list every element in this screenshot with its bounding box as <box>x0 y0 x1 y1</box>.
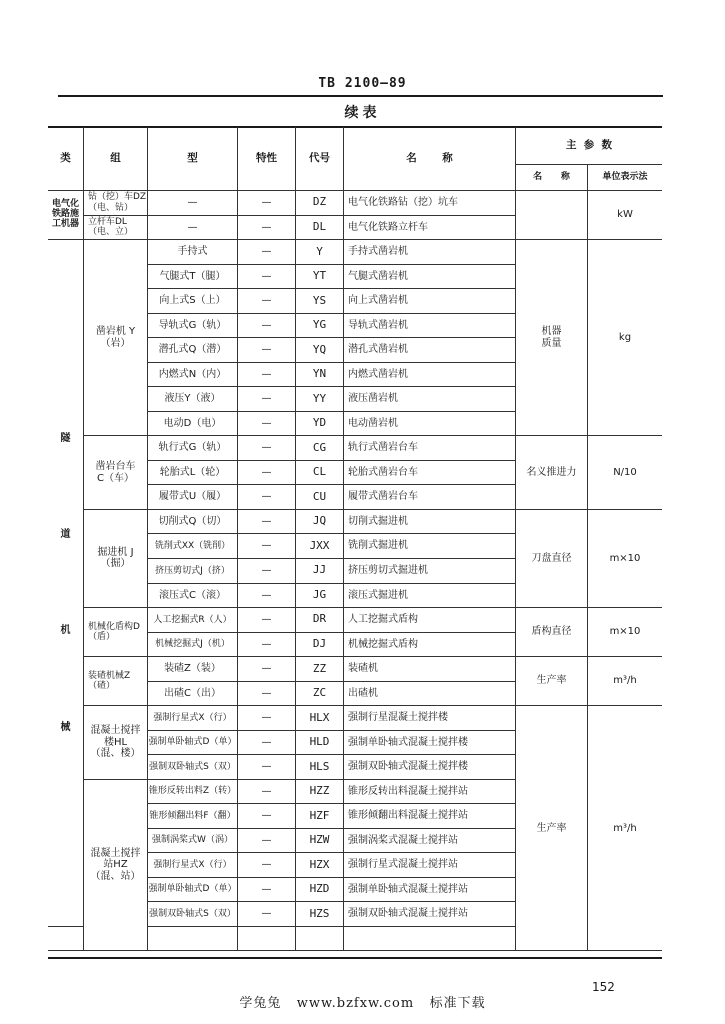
category-tunnel-char: 道 <box>60 529 71 541</box>
row-type: 铣削式XX（铣削） <box>148 534 238 559</box>
row-type: 电动D（电） <box>148 412 238 437</box>
classification-table <box>48 127 662 956</box>
row-code: DZ <box>296 191 344 216</box>
row-feature: — <box>238 314 296 339</box>
row-type: 滚压式C（滚） <box>148 584 238 609</box>
row-code: JXX <box>296 534 344 559</box>
row-code: DL <box>296 216 344 241</box>
col-header-param-name: 名 称 <box>516 165 588 191</box>
row-type: 强制行星式X（行） <box>148 853 238 878</box>
col-header-name: 名 称 <box>344 127 516 191</box>
row-feature: — <box>238 265 296 290</box>
row-code: YD <box>296 412 344 437</box>
row-feature: — <box>238 731 296 756</box>
row-type: — <box>148 191 238 216</box>
category-tunnel-char: 械 <box>60 721 71 733</box>
row-type: 轨行式G（轨） <box>148 436 238 461</box>
row-type: 机械挖掘式J（机） <box>148 633 238 658</box>
row-code: HZW <box>296 829 344 854</box>
row-code: ZC <box>296 682 344 707</box>
param-unit: N/10 <box>588 436 662 510</box>
row-code: HZF <box>296 804 344 829</box>
row-code: HLX <box>296 706 344 731</box>
row-feature: — <box>238 657 296 682</box>
row-code: HZZ <box>296 780 344 805</box>
row-feature: — <box>238 412 296 437</box>
filler-cell <box>344 927 516 952</box>
row-name: 铣削式掘进机 <box>344 534 516 559</box>
col-header-unit: 单位表示法 <box>588 165 662 191</box>
group-drill-jumbo: 凿岩台车 C（车） <box>84 436 148 510</box>
group-rock-drill: 凿岩机 Y（岩） <box>84 240 148 436</box>
param-name <box>516 191 588 240</box>
param-unit: m×10 <box>588 510 662 608</box>
header-rule-thick <box>58 95 663 97</box>
row-type: 强制单卧轴式D（单） <box>148 878 238 903</box>
row-feature: — <box>238 853 296 878</box>
col-header-type: 型 <box>148 127 238 191</box>
row-feature: — <box>238 191 296 216</box>
col-header-class: 类 <box>48 127 84 191</box>
row-name: 机械挖掘式盾构 <box>344 633 516 658</box>
row-type: 潜孔式Q（潜） <box>148 338 238 363</box>
row-code: DJ <box>296 633 344 658</box>
row-type: 内燃式N（内） <box>148 363 238 388</box>
row-code: YG <box>296 314 344 339</box>
row-type: 气腿式T（腿） <box>148 265 238 290</box>
row-feature: — <box>238 510 296 535</box>
row-feature: — <box>238 436 296 461</box>
row-type: 强制双卧轴式S（双） <box>148 755 238 780</box>
row-type: 轮胎式L（轮） <box>148 461 238 486</box>
row-feature: — <box>238 902 296 927</box>
row-name: 电气化铁路立杆车 <box>344 216 516 241</box>
row-name: 切削式掘进机 <box>344 510 516 535</box>
row-feature: — <box>238 461 296 486</box>
row-code: CL <box>296 461 344 486</box>
watermark-footer: 学兔兔 www.bzfxw.com 标准下载 <box>239 996 486 1011</box>
row-code: YN <box>296 363 344 388</box>
row-name: 轨行式凿岩台车 <box>344 436 516 461</box>
group-tbm: 掘进机 J（掘） <box>84 510 148 608</box>
row-feature: — <box>238 289 296 314</box>
row-name: 强制涡桨式混凝土搅拌站 <box>344 829 516 854</box>
document-number: TB 2100—89 <box>318 76 407 91</box>
row-feature: — <box>238 216 296 241</box>
row-name: 强制双卧轴式混凝土搅拌站 <box>344 902 516 927</box>
row-feature: — <box>238 755 296 780</box>
row-type: 强制涡桨式W（涡） <box>148 829 238 854</box>
row-code: HZS <box>296 902 344 927</box>
row-feature: — <box>238 682 296 707</box>
row-name: 电气化铁路钻（挖）坑车 <box>344 191 516 216</box>
row-code: YQ <box>296 338 344 363</box>
group-mucker: 装碴机械Z（碴） <box>84 657 148 706</box>
row-code: YY <box>296 387 344 412</box>
row-code: YS <box>296 289 344 314</box>
category-blank <box>48 927 84 952</box>
row-code: HZD <box>296 878 344 903</box>
row-name: 导轨式凿岩机 <box>344 314 516 339</box>
row-feature: — <box>238 485 296 510</box>
row-type: 导轨式G（轨） <box>148 314 238 339</box>
row-code: HLD <box>296 731 344 756</box>
col-header-main-params: 主 参 数 <box>516 127 662 165</box>
group-mixer-hz: 混凝土搅拌站HZ（混、站） <box>84 780 148 952</box>
row-code: YT <box>296 265 344 290</box>
row-name: 手持式凿岩机 <box>344 240 516 265</box>
param-unit: m³/h <box>588 657 662 706</box>
row-feature: — <box>238 363 296 388</box>
row-feature: — <box>238 608 296 633</box>
row-name: 液压凿岩机 <box>344 387 516 412</box>
row-feature: — <box>238 534 296 559</box>
group-pole-car: 立杆车DL（电、立） <box>84 216 148 241</box>
table-bottom-rule <box>48 957 662 959</box>
row-name: 气腿式凿岩机 <box>344 265 516 290</box>
row-feature: — <box>238 633 296 658</box>
row-feature: — <box>238 829 296 854</box>
param-name: 名义推进力 <box>516 436 588 510</box>
row-name: 强制行星混凝土搅拌楼 <box>344 706 516 731</box>
param-unit: kg <box>588 240 662 436</box>
filler-cell <box>296 927 344 952</box>
row-code: JJ <box>296 559 344 584</box>
row-name: 强制双卧轴式混凝土搅拌楼 <box>344 755 516 780</box>
row-name: 潜孔式凿岩机 <box>344 338 516 363</box>
param-name: 盾构直径 <box>516 608 588 657</box>
filler-cell <box>238 927 296 952</box>
filler-cell <box>148 927 238 952</box>
row-type: 锥形倾翻出料F（翻） <box>148 804 238 829</box>
row-type: 出碴C（出） <box>148 682 238 707</box>
row-name: 轮胎式凿岩台车 <box>344 461 516 486</box>
row-feature: — <box>238 387 296 412</box>
row-name: 装碴机 <box>344 657 516 682</box>
row-type: 切削式Q（切） <box>148 510 238 535</box>
row-type: 装碴Z（装） <box>148 657 238 682</box>
row-name: 挤压剪切式掘进机 <box>344 559 516 584</box>
category-tunnel-char: 机 <box>60 625 71 637</box>
row-type: 履带式U（履） <box>148 485 238 510</box>
row-code: ZZ <box>296 657 344 682</box>
continued-label: 续表 <box>344 105 381 121</box>
param-name: 机器质量 <box>516 240 588 436</box>
row-name: 滚压式掘进机 <box>344 584 516 609</box>
col-header-code: 代号 <box>296 127 344 191</box>
category-electric: 电气化铁路施工机器 <box>48 191 84 240</box>
param-name: 生产率 <box>516 657 588 706</box>
row-code: HZX <box>296 853 344 878</box>
row-name: 锥形倾翻出料混凝土搅拌站 <box>344 804 516 829</box>
row-code: DR <box>296 608 344 633</box>
row-type: 锥形反转出料Z（转） <box>148 780 238 805</box>
row-name: 履带式凿岩台车 <box>344 485 516 510</box>
category-tunnel-char: 隧 <box>60 432 71 444</box>
row-feature: — <box>238 559 296 584</box>
row-type: 强制行星式X（行） <box>148 706 238 731</box>
row-type: 强制单卧轴式D（单） <box>148 731 238 756</box>
row-feature: — <box>238 338 296 363</box>
col-header-feature: 特性 <box>238 127 296 191</box>
param-name: 刀盘直径 <box>516 510 588 608</box>
param-unit: m³/h <box>588 706 662 951</box>
row-name: 锥形反转出料混凝土搅拌站 <box>344 780 516 805</box>
row-feature: — <box>238 584 296 609</box>
row-name: 强制行星式混凝土搅拌站 <box>344 853 516 878</box>
row-type: 人工挖掘式R（人） <box>148 608 238 633</box>
group-mixer-hl: 混凝土搅拌楼HL（混、楼） <box>84 706 148 780</box>
group-shield: 机械化盾构D（盾） <box>84 608 148 657</box>
group-drill-car: 钻（挖）车DZ（电、钻） <box>84 191 148 216</box>
param-name: 生产率 <box>516 706 588 951</box>
row-feature: — <box>238 804 296 829</box>
row-type: 挤压剪切式J（挤） <box>148 559 238 584</box>
row-type: — <box>148 216 238 241</box>
row-feature: — <box>238 780 296 805</box>
row-code: JQ <box>296 510 344 535</box>
row-feature: — <box>238 706 296 731</box>
row-code: CU <box>296 485 344 510</box>
row-code: CG <box>296 436 344 461</box>
row-type: 强制双卧轴式S（双） <box>148 902 238 927</box>
row-feature: — <box>238 878 296 903</box>
row-feature: — <box>238 240 296 265</box>
row-type: 向上式S（上） <box>148 289 238 314</box>
row-name: 强制单卧轴式混凝土搅拌楼 <box>344 731 516 756</box>
col-header-group: 组 <box>84 127 148 191</box>
row-name: 向上式凿岩机 <box>344 289 516 314</box>
category-tunnel <box>48 240 84 927</box>
row-name: 出碴机 <box>344 682 516 707</box>
row-type: 手持式 <box>148 240 238 265</box>
param-unit: m×10 <box>588 608 662 657</box>
row-name: 强制单卧轴式混凝土搅拌站 <box>344 878 516 903</box>
row-name: 人工挖掘式盾构 <box>344 608 516 633</box>
row-code: JG <box>296 584 344 609</box>
row-type: 液压Y（液） <box>148 387 238 412</box>
row-name: 内燃式凿岩机 <box>344 363 516 388</box>
row-code: Y <box>296 240 344 265</box>
row-name: 电动凿岩机 <box>344 412 516 437</box>
param-unit: kW <box>588 191 662 240</box>
row-code: HLS <box>296 755 344 780</box>
page-number: 152 <box>592 980 615 994</box>
